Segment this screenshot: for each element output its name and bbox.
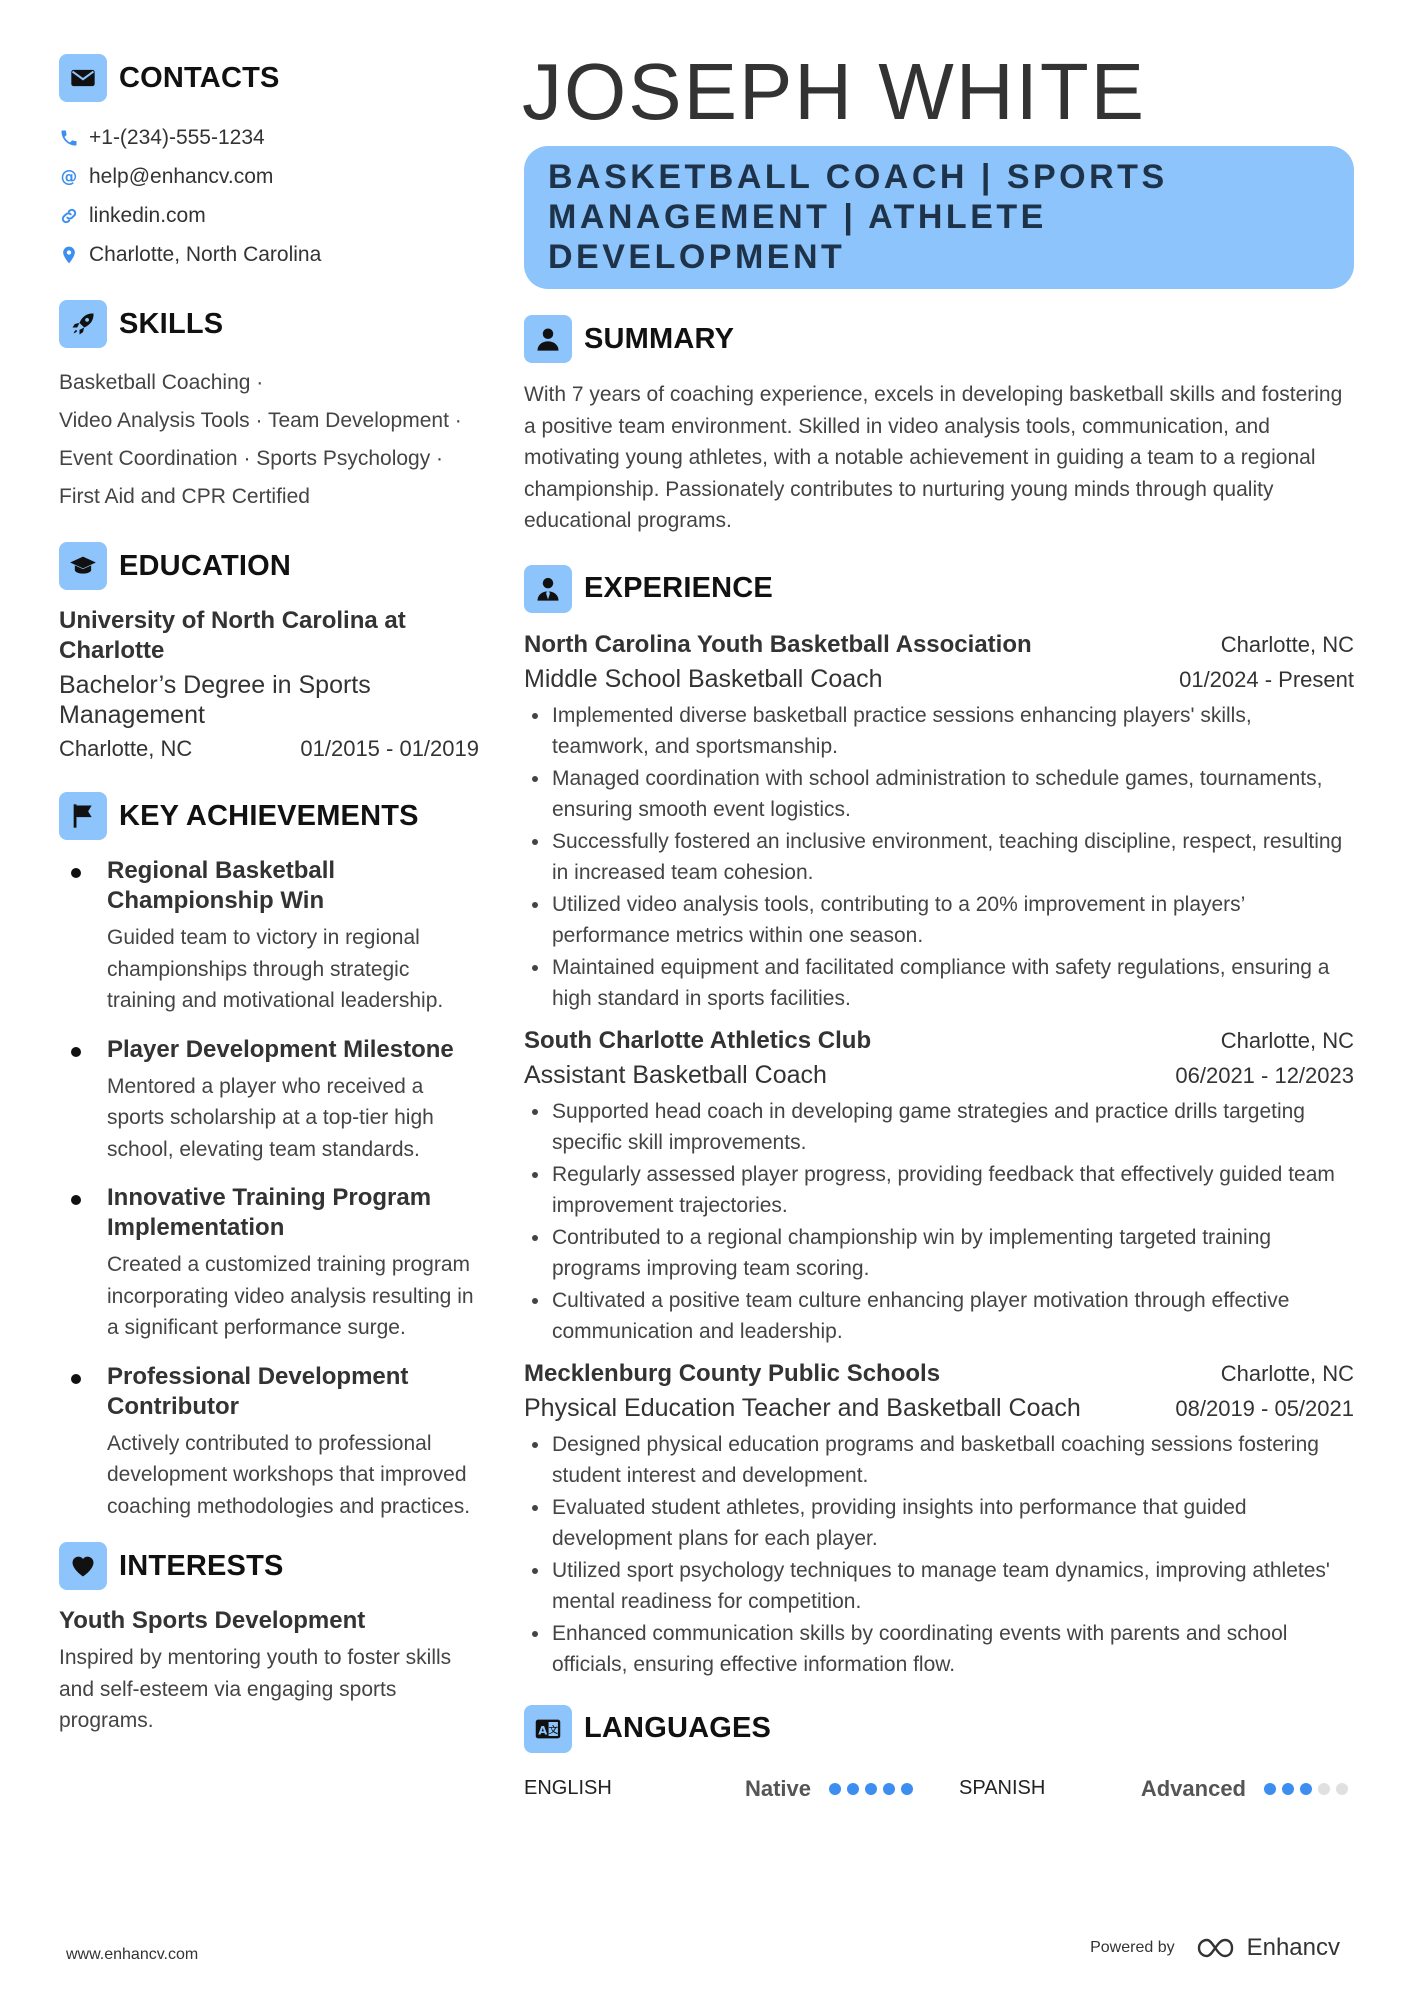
- education-meta: [59, 734, 479, 764]
- education-dates: 01/2015 - 01/2019: [300, 736, 479, 761]
- contact-linkedin[interactable]: [59, 196, 479, 235]
- contacts-list: [59, 118, 479, 274]
- achievement-desc: Created a customized training program incorporating video analysis resulting in a significant performance surge.: [107, 1253, 474, 1339]
- language-item: [524, 1776, 919, 1802]
- languages-header: [524, 1703, 1354, 1755]
- achievements-title: KEY ACHIEVEMENTS: [119, 799, 419, 832]
- achievement-item: [59, 1035, 479, 1166]
- language-rating: [1264, 1783, 1354, 1795]
- job-bullet: Utilized video analysis tools, contributing to a 20% improvement in players’ performance metrics within one season.: [524, 889, 1354, 952]
- job-bullet: Contributed to a regional championship win by implementing targeted training programs improving team scoring.: [524, 1222, 1354, 1285]
- right-column: [522, 47, 1354, 1809]
- interests-title: INTERESTS: [119, 1549, 284, 1582]
- envelope-icon: [59, 54, 107, 102]
- rocket-icon: [59, 300, 107, 348]
- achievement-desc: Actively contributed to professional development workshops that improved coaching methodologies and practices.: [107, 1431, 471, 1518]
- candidate-name: JOSEPH WHITE: [522, 47, 1147, 136]
- contacts-header: [59, 52, 479, 104]
- job-dates: 01/2024 - Present: [1179, 666, 1354, 692]
- achievements-list: [59, 856, 479, 1522]
- brand-name: Enhancv: [1246, 1934, 1340, 1961]
- job-bullet: Regularly assessed player progress, providing feedback that effectively guided team improvement trajectories.: [524, 1159, 1354, 1222]
- language-name: ENGLISH: [524, 1777, 612, 1799]
- contact-phone: [59, 118, 479, 157]
- education-location: Charlotte, NC: [59, 736, 193, 761]
- skills-header: [59, 298, 479, 350]
- rating-dot-filled: [847, 1783, 859, 1795]
- heart-icon: [59, 1542, 107, 1590]
- achievement-title: Innovative Training Program Implementation: [107, 1184, 432, 1241]
- job-bullet: Supported head coach in developing game strategies and practice drills targeting specific skill improvements.: [524, 1096, 1354, 1159]
- businessman-icon: [524, 565, 572, 613]
- job-role: Middle School Basketball Coach: [524, 664, 883, 693]
- phone-text: +1-(234)-555-1234: [89, 125, 265, 149]
- language-level: Advanced: [1140, 1775, 1246, 1801]
- phone-icon: [59, 128, 79, 148]
- education-title: EDUCATION: [119, 549, 292, 582]
- location-text: Charlotte, North Carolina: [89, 242, 322, 266]
- language-level: Native: [744, 1775, 811, 1801]
- powered-by-text: Powered by: [1090, 1939, 1175, 1956]
- rating-dot-filled: [829, 1783, 841, 1795]
- job-dates: 06/2021 - 12/2023: [1175, 1062, 1354, 1088]
- summary-text: With 7 years of coaching experience, excels in developing basketball skills and fostering a positive team environment. Skilled in video analysis tools, communication, and motivating young athletes, with a notable achievement in guiding a team to a regional championship. Passionately contributes to nurturing young minds through quality educational programs.: [524, 383, 1343, 532]
- skill-item: Event Coordination: [59, 447, 238, 470]
- languages-title: LANGUAGES: [584, 1712, 772, 1744]
- rating-dot-filled: [901, 1783, 913, 1795]
- achievement-desc: Mentored a player who received a sports scholarship at a top-tier high school, elevating team standards.: [107, 1074, 434, 1161]
- achievement-item: [59, 1362, 479, 1523]
- skills-list: Basketball Coaching · Video Analysis Tools · Team Development · Event Coordination · Sports Psychology · First Aid and CPR Certified: [59, 371, 462, 508]
- left-column: [59, 52, 479, 1737]
- contacts-title: CONTACTS: [119, 61, 280, 94]
- svg-text:A: A: [538, 1722, 548, 1737]
- enhancv-logo-icon: [1195, 1934, 1241, 1962]
- skill-item: Sports Psychology: [256, 447, 431, 470]
- achievement-desc: Guided team to victory in regional championships through strategic training and motivational leadership.: [107, 926, 444, 1012]
- rating-dot-filled: [865, 1783, 877, 1795]
- rating-dot-empty: [1336, 1783, 1348, 1795]
- skill-item: Video Analysis Tools: [59, 409, 250, 432]
- language-rating: [829, 1783, 919, 1795]
- at-icon: [59, 167, 79, 187]
- rating-dot-empty: [1318, 1783, 1330, 1795]
- job-company: Mecklenburg County Public Schools: [524, 1359, 941, 1387]
- svg-text:文: 文: [548, 1724, 558, 1736]
- skill-item: Team Development: [267, 409, 449, 432]
- flag-icon: [59, 792, 107, 840]
- job-bullet: Implemented diverse basketball practice sessions enhancing players' skills, teamwork, and sportsmanship.: [524, 700, 1354, 763]
- education-header: [59, 540, 479, 592]
- achievement-item: [59, 856, 479, 1017]
- job-role: Assistant Basketball Coach: [524, 1060, 827, 1089]
- job-bullet: Designed physical education programs and basketball coaching sessions fostering student interest and development.: [524, 1429, 1354, 1492]
- skill-item: First Aid and CPR Certified: [59, 485, 310, 508]
- job-bullet: Enhanced communication skills by coordinating events with parents and school officials, ensuring effective information flow.: [524, 1618, 1354, 1681]
- achievement-title: Player Development Milestone: [107, 1035, 454, 1063]
- enhancv-logo: [1195, 1934, 1340, 1962]
- contact-location: [59, 235, 479, 274]
- email-text[interactable]: help@enhancv.com: [89, 164, 274, 188]
- linkedin-text[interactable]: linkedin.com: [89, 203, 206, 227]
- rating-dot-filled: [1282, 1783, 1294, 1795]
- job-bullet: Successfully fostered an inclusive environment, teaching discipline, respect, resulting in increased team cohesion.: [524, 826, 1354, 889]
- graduation-cap-icon: [59, 542, 107, 590]
- achievements-header: [59, 790, 479, 842]
- job-company: South Charlotte Athletics Club: [524, 1026, 872, 1054]
- footer-branding: [1090, 1934, 1340, 1962]
- summary-title: SUMMARY: [584, 322, 735, 355]
- skills-title: SKILLS: [119, 307, 224, 340]
- interest-title: Youth Sports Development: [59, 1607, 366, 1634]
- map-pin-icon: [59, 245, 79, 265]
- education-school: University of North Carolina at Charlotte: [59, 607, 406, 664]
- interest-desc: Inspired by mentoring youth to foster skills and self-esteem via engaging sports programs.: [59, 1646, 452, 1732]
- job-bullets: [524, 1096, 1354, 1348]
- achievement-title: Regional Basketball Championship Win: [107, 857, 336, 914]
- rating-dot-filled: [1264, 1783, 1276, 1795]
- job-bullet: Evaluated student athletes, providing insights into performance that guided development plans for each player.: [524, 1492, 1354, 1555]
- education-entry: [59, 606, 479, 764]
- contact-email[interactable]: [59, 157, 479, 196]
- rating-dot-filled: [1300, 1783, 1312, 1795]
- experience-header: [524, 563, 1354, 615]
- job-entry: [524, 629, 1354, 1015]
- education-degree: Bachelor’s Degree in Sports Management: [59, 671, 371, 729]
- job-dates: 08/2019 - 05/2021: [1175, 1395, 1354, 1421]
- candidate-title: BASKETBALL COACH | SPORTS MANAGEMENT | ATHLETE DEVELOPMENT: [524, 146, 1354, 289]
- footer-website[interactable]: www.enhancv.com: [66, 1946, 199, 1963]
- job-bullet: Maintained equipment and facilitated compliance with safety regulations, ensuring a high standard in sports facilities.: [524, 952, 1354, 1015]
- job-bullet: Cultivated a positive team culture enhancing player motivation through effective communication and leadership.: [524, 1285, 1354, 1348]
- translate-icon: [524, 1705, 572, 1753]
- languages-list: [524, 1769, 1354, 1809]
- skill-item: Basketball Coaching: [59, 371, 251, 394]
- job-bullets: [524, 700, 1354, 1015]
- job-role: Physical Education Teacher and Basketball Coach: [524, 1393, 1081, 1422]
- job-bullet: Utilized sport psychology techniques to manage team dynamics, improving athletes' mental readiness for competition.: [524, 1555, 1354, 1618]
- rating-dot-filled: [883, 1783, 895, 1795]
- job-entry: [524, 1025, 1354, 1348]
- interest-item: [59, 1606, 479, 1737]
- achievement-item: [59, 1183, 479, 1344]
- link-icon: [59, 206, 79, 226]
- user-icon: [524, 315, 572, 363]
- job-bullet: Managed coordination with school administration to schedule games, tournaments, ensuring smooth event logistics.: [524, 763, 1354, 826]
- job-entry: [524, 1358, 1354, 1681]
- job-location: Charlotte, NC: [1220, 1360, 1354, 1386]
- summary-header: [524, 313, 1354, 365]
- job-bullets: [524, 1429, 1354, 1681]
- language-item: [959, 1776, 1354, 1802]
- job-company: North Carolina Youth Basketball Association: [524, 630, 1032, 658]
- job-location: Charlotte, NC: [1220, 1027, 1354, 1053]
- job-location: Charlotte, NC: [1220, 631, 1354, 657]
- language-name: SPANISH: [959, 1777, 1046, 1799]
- experience-title: EXPERIENCE: [584, 572, 773, 604]
- achievement-title: Professional Development Contributor: [107, 1362, 409, 1420]
- interests-header: [59, 1540, 479, 1592]
- svg-text:@: @: [60, 166, 78, 186]
